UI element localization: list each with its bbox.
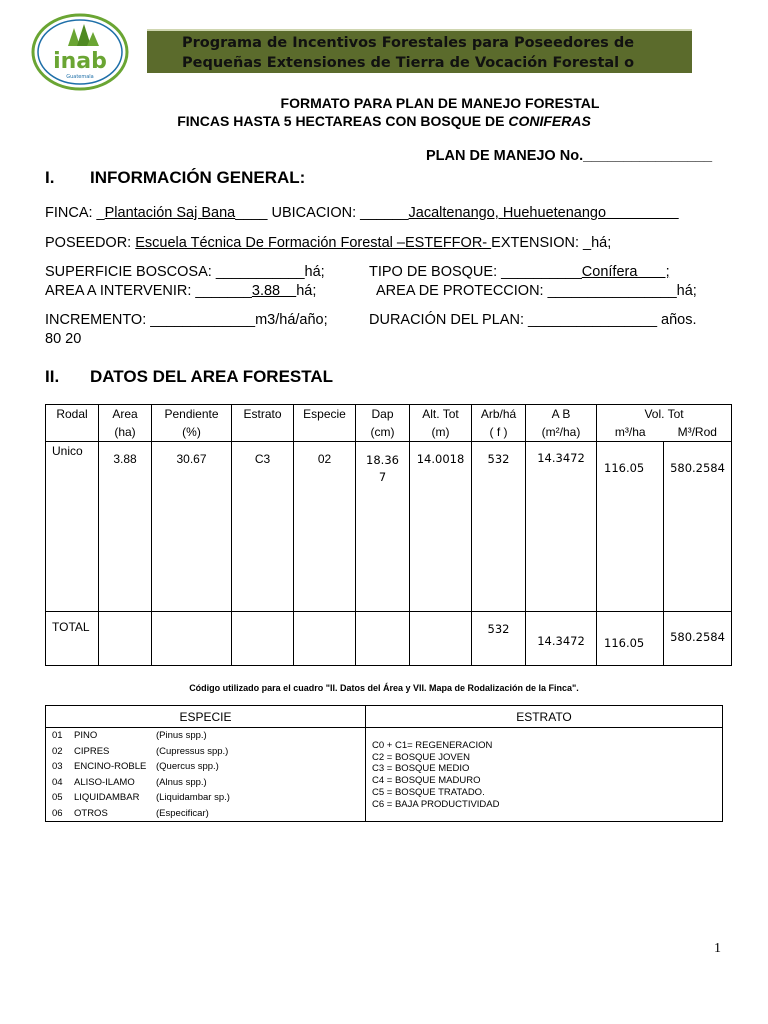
table-total-row [46, 611, 732, 666]
area-proteccion-field: AREA DE PROTECCION: ________________há; [376, 283, 697, 299]
total-label: TOTAL [46, 611, 99, 666]
header-pendiente: Pendiente [152, 405, 232, 424]
logo-text: inab [53, 49, 107, 74]
list-item: 03 ENCINO-ROBLE (Quercus spp.) [52, 761, 219, 772]
header-estrato: Estrato [232, 405, 294, 424]
program-banner [147, 29, 692, 73]
banner-line-2: Pequeñas Extensiones de Tierra de Vocación Forestal o [182, 55, 635, 71]
subheader-alt-tot: (m) [410, 423, 472, 442]
header-dap: Dap [356, 405, 410, 424]
cell-dap: 18.36 7 [356, 442, 410, 612]
list-item: C5 = BOSQUE TRATADO. [372, 786, 485, 798]
cell-rodal: Unico [46, 442, 99, 612]
total-pendiente [152, 611, 232, 666]
total-dap [356, 611, 410, 666]
form-subtitle: FINCAS HASTA 5 HECTAREAS CON BOSQUE DE CONIFERAS [177, 113, 591, 129]
list-item: C4 = BOSQUE MADURO [372, 775, 481, 787]
subheader-arb-ha: ( f ) [472, 423, 526, 442]
tipo-bosque-value: Conífera ; [581, 264, 670, 280]
subheader-estrato [232, 423, 294, 442]
duracion-field: DURACIÓN DEL PLAN: ________________ años. [369, 312, 697, 328]
header-alt-tot: Alt. Tot [410, 405, 472, 424]
area-intervenir-value: 3.88 [251, 283, 297, 299]
subheader-ab: (m²/ha) [526, 423, 597, 442]
section-1-number: I. [45, 168, 55, 187]
cell-arb-ha: 532 [472, 442, 526, 612]
page-number: 1 [714, 941, 721, 956]
cell-vol-ha: 116.05 [597, 442, 664, 612]
list-item: C2 = BOSQUE JOVEN [372, 751, 470, 763]
cell-vol-rod: 580.2584 [664, 442, 732, 612]
extra-note: 80 20 [45, 331, 82, 347]
cell-ab: 14.3472 [526, 442, 597, 612]
header-especie: Especie [294, 405, 356, 424]
total-estrato [232, 611, 294, 666]
form-title: FORMATO PARA PLAN DE MANEJO FORESTAL [280, 95, 600, 111]
cell-area: 3.88 [99, 442, 152, 612]
list-item: 04 ALISO-ILAMO (Alnus spp.) [52, 776, 207, 788]
header-vol-tot: Vol. Tot [597, 405, 732, 424]
section-2-title: DATOS DEL AREA FORESTAL [90, 367, 334, 386]
extension-field: EXTENSION: _há; [491, 235, 612, 251]
plan-number: PLAN DE MANEJO No.________________ [426, 148, 713, 164]
cell-especie: 02 [294, 442, 356, 612]
especie-header: ESPECIE [46, 706, 366, 728]
cell-estrato: C3 [232, 442, 294, 612]
incremento-field: INCREMENTO: _____________m3/há/año; [45, 312, 328, 328]
list-item: C3 = BOSQUE MEDIO [372, 763, 470, 775]
subheader-area: (ha) [99, 423, 152, 442]
form-subtitle-emphasis: CONIFERAS [508, 113, 591, 129]
list-item: C0 + C1= REGENERACION [372, 740, 493, 751]
inab-logo [30, 12, 130, 92]
subheader-especie [294, 423, 356, 442]
subheader-pendiente: (%) [152, 423, 232, 442]
banner-line-1: Programa de Incentivos Forestales para Poseedores de [182, 35, 635, 51]
estrato-header: ESTRATO [366, 706, 723, 728]
table-row [46, 442, 732, 612]
poseedor-field: POSEEDOR: Escuela Técnica De Formación Forestal –ESTEFFOR- EXTENSION: _há; [45, 235, 612, 251]
subheader-dap: (cm) [356, 423, 410, 442]
list-item: 05 LIQUIDAMBAR (Liquidambar sp.) [52, 792, 230, 803]
list-item: C6 = BAJA PRODUCTIVIDAD [372, 798, 500, 810]
area-intervenir-field: AREA A INTERVENIR: _______3.88 há; [45, 283, 317, 299]
total-alt-tot [410, 611, 472, 666]
forest-data-table [45, 404, 732, 666]
logo-subtext: Guatemala [66, 74, 94, 80]
codes-table [45, 705, 723, 822]
finca-field: FINCA: _Plantación Saj Bana____ UBICACION: ______Jacaltenango, Huehuetenango_________ [45, 205, 679, 221]
total-vol-ha: 116.05 [597, 611, 664, 666]
total-especie [294, 611, 356, 666]
code-note: Código utilizado para el cuadro "II. Datos del Área y VII. Mapa de Rodalización de la Finca". [189, 683, 579, 693]
cell-pendiente: 30.67 [152, 442, 232, 612]
total-area [99, 611, 152, 666]
header-arb-ha: Arb/há [472, 405, 526, 424]
list-item: 02 CIPRES (Cupressus spp.) [52, 745, 229, 757]
total-arb-ha: 532 [472, 611, 526, 666]
estrato-list [366, 728, 723, 822]
poseedor-value: Escuela Técnica De Formación Forestal –ESTEFFOR- [135, 235, 492, 251]
tipo-bosque-field: TIPO DE BOSQUE: __________Conífera ; [369, 264, 670, 280]
header-rodal: Rodal [46, 405, 99, 424]
header-area: Area [99, 405, 152, 424]
list-item: 01 PINO (Pinus spp.) [52, 730, 207, 741]
ubicacion-value: Jacaltenango, Huehuetenango [408, 205, 607, 221]
header-ab: A B [526, 405, 597, 424]
cell-alt-tot: 14.0018 [410, 442, 472, 612]
superficie-field: SUPERFICIE BOSCOSA: ___________há; [45, 264, 325, 280]
section-2-number: II. [45, 367, 60, 386]
subheader-vol-rod: M³/Rod [664, 423, 732, 442]
especie-list [46, 728, 366, 822]
subheader-vol-ha: m³/ha [597, 423, 664, 442]
section-1-title: INFORMACIÓN GENERAL: [90, 168, 306, 187]
finca-value: Plantación Saj Bana [104, 205, 236, 221]
subheader-rodal [46, 423, 99, 442]
total-ab: 14.3472 [526, 611, 597, 666]
total-vol-rod: 580.2584 [664, 611, 732, 666]
list-item: 06 OTROS (Especificar) [52, 807, 209, 819]
